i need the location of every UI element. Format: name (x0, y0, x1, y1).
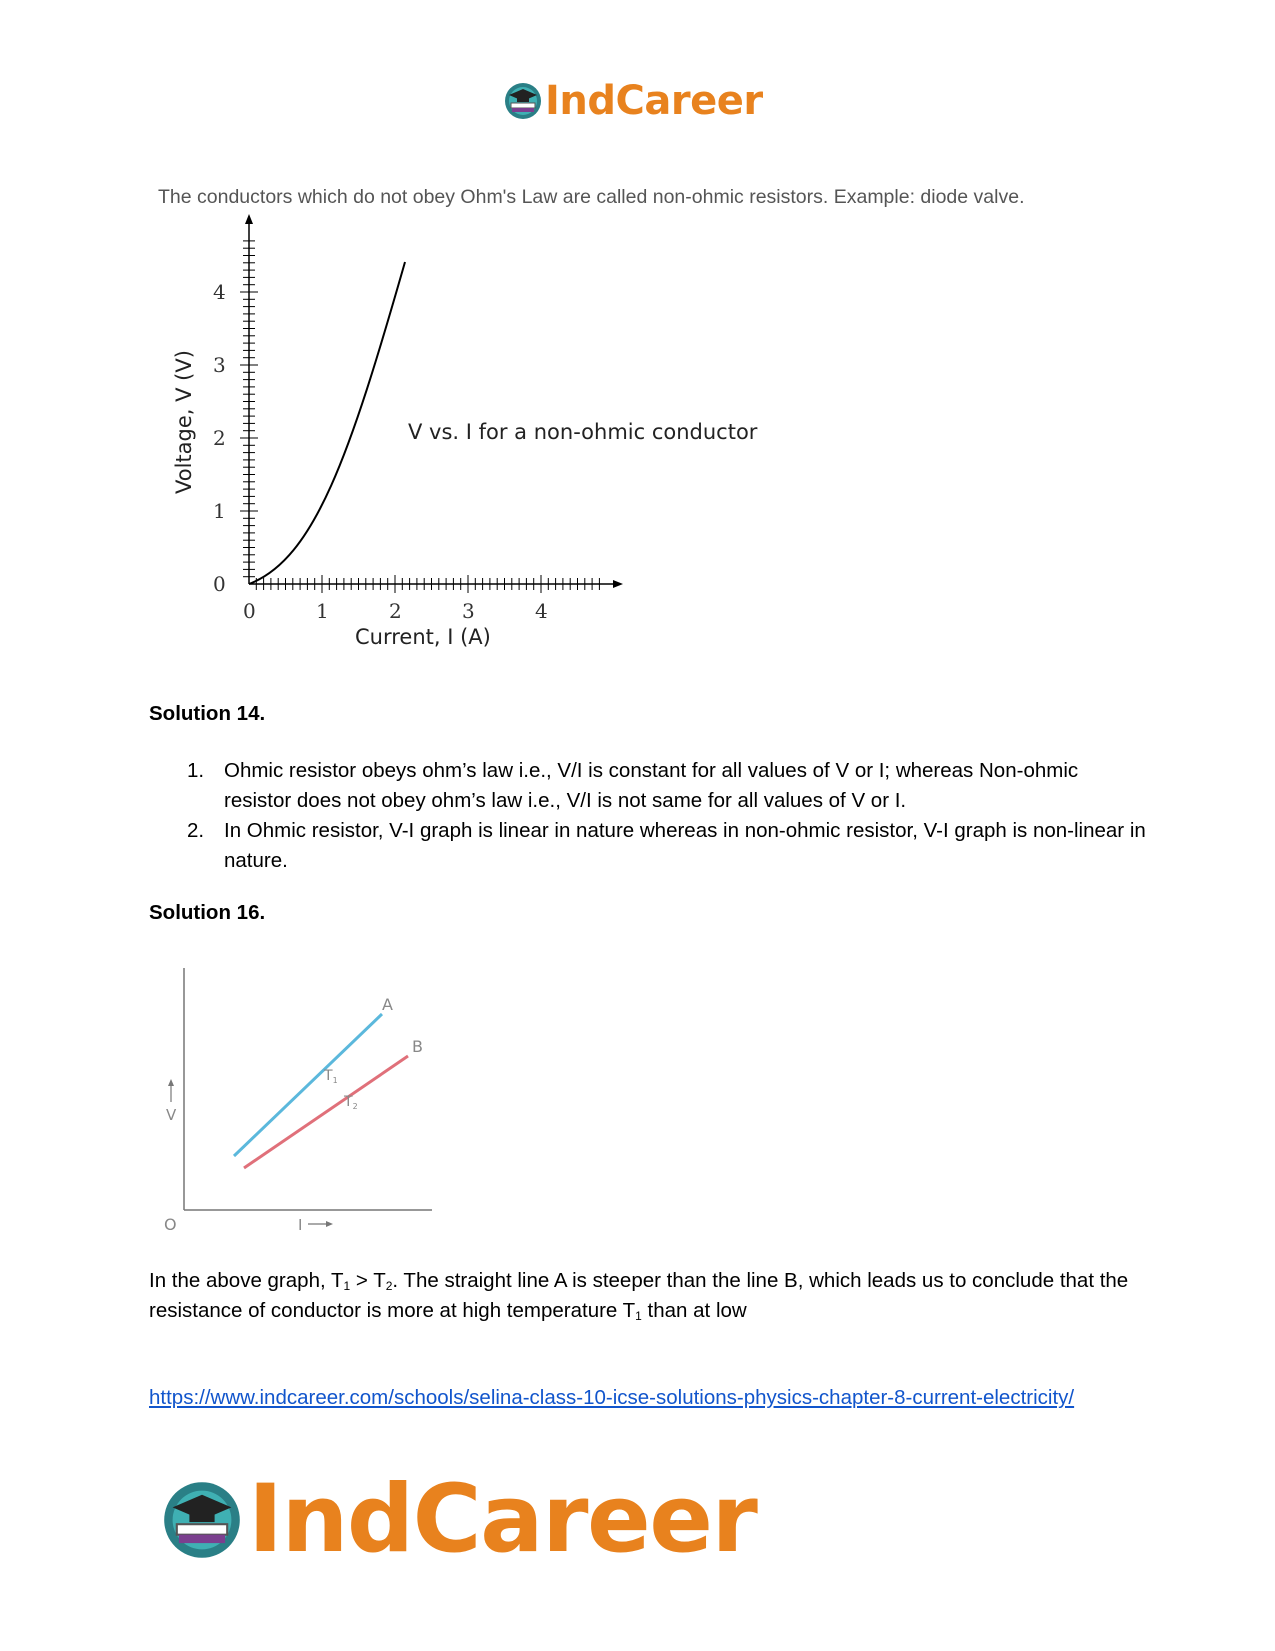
line-a-label: A (382, 995, 393, 1014)
graph-annotation: V vs. I for a non-ohmic conductor (408, 420, 758, 444)
list-item (149, 816, 1149, 876)
list-text: Ohmic resistor obeys ohm’s law i.e., V/I is constant for all values of V or I; whereas Non-ohmic resistor does not obey ohm’s law i.e., V/I is not same for all values of V or I. (224, 759, 1079, 812)
line-b-label: B (412, 1037, 423, 1056)
x-tick-4: 4 (535, 599, 548, 623)
solution-16-heading: Solution 16. (149, 901, 266, 924)
list-item (149, 756, 1149, 816)
v-label: V (166, 1106, 177, 1124)
v-arrow-icon (168, 1079, 174, 1102)
x-tick-2: 2 (389, 599, 402, 623)
t2-label: $T_2$ (344, 1094, 358, 1111)
origin-label: O (164, 1215, 177, 1234)
non-ohmic-vi-graph (165, 214, 805, 664)
y-tick-0: 0 (213, 572, 226, 596)
solution-14-list (149, 756, 1149, 876)
y-tick-3: 3 (213, 353, 226, 377)
x-tick-1: 1 (316, 599, 329, 623)
x-axis-label: Current, I (A) (355, 625, 491, 649)
i-arrow-icon (308, 1221, 333, 1227)
list-number: 2. (187, 819, 205, 842)
graduate-cap-icon (160, 1478, 244, 1562)
i-label: I (298, 1216, 303, 1234)
line-a (234, 1014, 382, 1156)
x-tick-0: 0 (243, 599, 256, 623)
y-tick-1: 1 (213, 499, 226, 523)
header-logo (503, 78, 763, 124)
source-link[interactable]: https://www.indcareer.com/schools/selina-class-10-icse-solutions-physics-chapter-8-current-electricity/ (149, 1386, 1075, 1409)
t1-label: $T_1$ (324, 1068, 338, 1085)
list-number: 1. (187, 759, 205, 782)
temperature-vi-graph (160, 968, 450, 1238)
logo-text: IndCareer (545, 78, 763, 124)
graduate-cap-icon (503, 81, 543, 121)
figure-caption: The conductors which do not obey Ohm's Law are called non-ohmic resistors. Example: diode valve. (158, 186, 1025, 208)
non-ohmic-curve (249, 262, 405, 584)
logo-text: IndCareer (248, 1465, 757, 1574)
x-tick-3: 3 (462, 599, 475, 623)
y-axis-label: Voltage, V (V) (172, 350, 196, 494)
y-tick-2: 2 (213, 426, 226, 450)
explanation-paragraph: In the above graph, $T_1 > T_2$. The straight line A is steeper than the line B, which leads us to conclude that the resistance of conductor is more at high temperature $T_1$ than at low (149, 1269, 1129, 1323)
y-tick-4: 4 (213, 280, 226, 304)
list-text: In Ohmic resistor, V-I graph is linear in nature whereas in non-ohmic resistor, V-I graph is non-linear in nature. (224, 819, 1146, 872)
footer-logo (160, 1465, 756, 1574)
solution-14-heading: Solution 14. (149, 702, 266, 725)
